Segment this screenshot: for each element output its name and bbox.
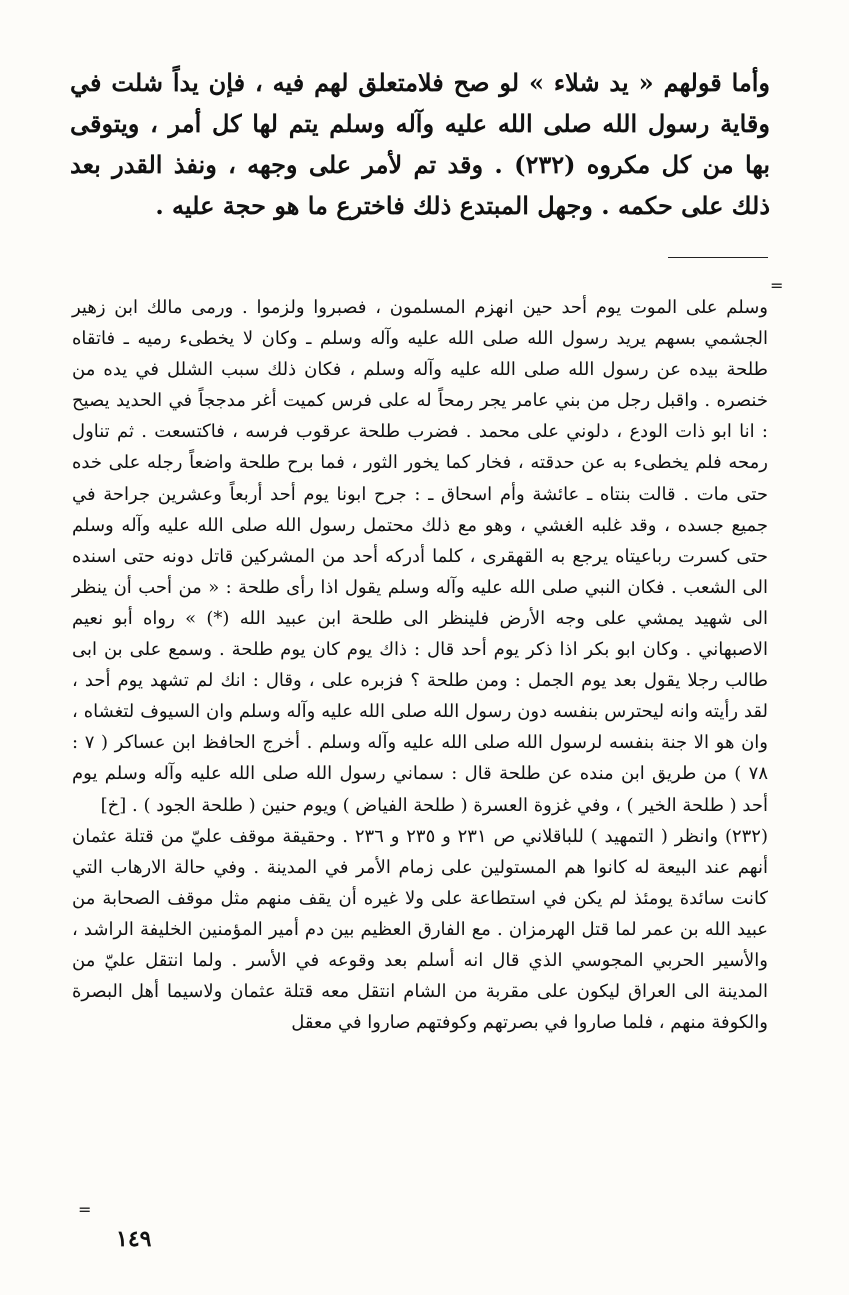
footnote-end-mark: [خ]	[100, 794, 127, 816]
footnote-continued	[72, 292, 768, 821]
page-number: ١٤٩	[116, 1226, 152, 1252]
continuation-mark: =	[770, 276, 784, 295]
footnote-continued-text: وسلم على الموت يوم أحد حين انهزم المسلمون ، فصبروا ولزموا . ورمى مالك ابن زهير الجشمي بسهم يريد رسول الله صلى الله عليه وآله وسلم ـ وكان لا يخطىء رميه ـ فاتقاه طلحة بيده عن رسول الله صلى الله عليه وآله وسلم ، فكان ذلك سبب الشلل في يده من خنصره . واقبل رجل من بني عامر يجر رمحاً له على فرس كميت أغر مدججاً في الحديد يصيح : انا ابو ذات الودع ، دلوني على محمد . فضرب طلحة عرقوب فرسه ، فاكتسعت . ثم تناول رمحه فلم يخطىء به عن حدقته ، فخار كما يخور الثور ، فما برح طلحة واضعاً رجله على خده حتى مات . قالت بنتاه ـ عائشة وأم اسحاق ـ : جرح ابونا يوم أحد أربعاً وعشرين جراحة في جميع جسده ، وقد غلبه الغشي ، وهو مع ذلك محتمل رسول الله صلى الله عليه وآله وسلم حتى كسرت رباعيتاه يرجع به القهقرى ، كلما أدركه أحد من المشركين قاتل دونه حتى اسنده الى الشعب . فكان النبي صلى الله عليه وآله وسلم يقول اذا رأى طلحة : « من أحب أن ينظر الى شهيد يمشي على وجه الأرض فلينظر الى طلحة ابن عبيد الله (*) » رواه أبو نعيم الاصبهاني . وكان ابو بكر اذا ذكر يوم أحد قال : ذاك يوم كان يوم طلحة . وسمع على بن ابى طالب رجلا يقول بعد يوم الجمل : ومن طلحة ؟ فزبره على ، وقال : انك لم تشهد يوم أحد ، لقد رأيته وانه ليحترس بنفسه دون رسول الله صلى الله عليه وآله وسلم وان السيوف لتغشاه ، وان هو الا جنة بنفسه لرسول الله صلى الله عليه وآله وسلم . أخرج الحافظ ابن عساكر ( ٧ : ٧٨ ) من طريق ابن منده عن طلحة قال : سماني رسول الله صلى الله عليه وآله وسلم يوم أحد ( طلحة الخير ) ، وفي غزوة العسرة ( طلحة الفياض ) ويوم حنين ( طلحة الجود ) .	[72, 297, 768, 816]
footnote-232: (٢٣٢) وانظر ( التمهيد ) للباقلاني ص ٢٣١ و ٢٣٥ و ٢٣٦ . وحقيقة موقف عليّ من قتلة عثمان أنهم عند البيعة له كانوا هم المستولين على زمام الأمر في المدينة . وفي حالة الارهاب التي كانت سائدة يومئذ لم يكن في استطاعة على ولا غيره أن يقف منهم مثل موقف الصحابة من عبيد الله بن عمر لما قتل الهرمزان . مع الفارق العظيم بين دم أمير المؤمنين الخليفة الراشد ، والأسير الحربي المجوسي الذي قال انه أسلم بعد وقوعه في الأسر . ولما انتقل عليّ من المدينة الى العراق ليكون على مقربة من الشام انتقل معه قتلة عثمان ولاسيما أهل البصرة والكوفة منهم ، فلما صاروا في بصرتهم وكوفتهم صاروا في معقل	[72, 825, 769, 1034]
footnote-separator	[668, 257, 768, 258]
bottom-continuation-mark: =	[78, 1200, 92, 1219]
footnotes	[72, 292, 768, 1038]
main-paragraph: وأما قولهم « يد شلاء » لو صح فلامتعلق لهم فيه ، فإن يداً شلت في وقاية رسول الله صلى الله عليه وآله وسلم يتم لها كل أمر ، ويتوقى بها من كل مكروه (٢٣٢) . وقد تم لأمر على وجهه ، ونفذ القدر بعد ذلك على حكمه . وجهل المبتدع ذلك فاخترع ما هو حجة عليه .	[70, 68, 770, 220]
